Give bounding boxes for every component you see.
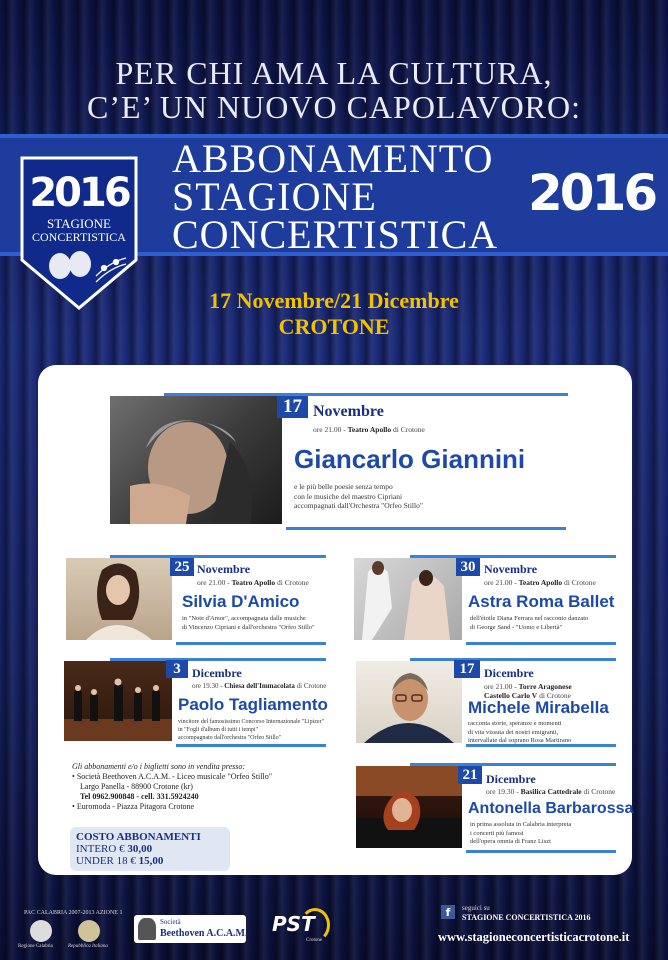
cost-under18-label: UNDER 18 € [76,855,136,867]
cost-full [76,843,224,855]
event-6-rule-bottom [466,850,616,853]
sales-phone-text: Tel 0962.900848 - cell. 331.5924240 [80,792,199,801]
event-5-venue: ore 21.00 - Torre Aragonese Castello Carlo V di Crotone [484,682,572,700]
photo-astra-roma-ballet [354,558,462,640]
event-3-venue-name: Teatro Apollo [518,578,563,587]
society-logo [134,915,246,943]
banner-title-line-1: ABBONAMENTO [172,136,494,181]
photo-silvia-damico [66,558,172,640]
event-4-rule-bottom [176,744,326,747]
event-3-desc-line: di George Sand - "Uomo e Libertà" [470,623,563,631]
sales-line-4: • Euromoda - Piazza Pitagora Crotone [72,802,195,811]
event-3-rule [410,555,616,558]
footer-program: PAC CALABRIA 2007-2013 AZIONE 1 [24,910,123,916]
event-3-rule-bottom [466,642,616,645]
banner-title-line-3: CONCERTISTICA [172,212,499,257]
follow-name[interactable]: STAGIONE CONCERTISTICA 2016 [462,913,591,922]
event-4-performer: Paolo Tagliamento [178,695,328,714]
event-3-venue: ore 21.00 - Teatro Apollo di Crotone [484,578,596,587]
badge-line-1: STAGIONE [47,216,111,231]
event-1-performer: Giancarlo Giannini [294,444,526,474]
event-1-month: Novembre [313,403,384,420]
costs-title: COSTO ABBONAMENTI [76,831,201,843]
pst-swoosh-icon [300,908,330,942]
event-6-month: Dicembre [486,772,536,786]
event-6-performer: Antonella Barbarossa [468,800,634,817]
event-4-desc-line: accompagnato dall'orchestra "Orfeo Stillo" [178,735,282,741]
event-3-day: 30 [456,558,480,576]
event-1-venue: ore 21.00 - Teatro Apollo di Crotone [313,425,425,434]
event-3-time: ore 21.00 [484,578,513,587]
event-5-venue-name: Torre Aragonese [518,682,572,691]
event-3-desc-line: dell'étoile Diana Ferrara nel racconto danzato [470,615,589,622]
event-1-rule-bottom [286,527,566,530]
event-1-desc-line: accompagnati dall'Orchestra "Orfeo Stillo" [294,501,423,510]
region-label: Regione Calabria [18,944,53,949]
event-4-venue: ore 19.30 - Chiesa dell'Immacolata di Crotone [192,682,327,690]
event-6-desc-line: i concerti più famosi [470,829,524,837]
badge-line-2: CONCERTISTICA [32,230,126,244]
event-2-performer: Silvia D'Amico [182,592,300,611]
pst-logo [270,906,330,946]
sales-line-2 [72,782,272,792]
event-2-day: 25 [170,558,194,576]
photo-paolo-tagliamento [64,661,172,741]
cost-under18-price: 15,00 [138,855,164,867]
event-6-desc-line: dell'opera omnia di Franz Liszt [470,838,551,845]
event-6-description [470,821,571,847]
event-6-time: ore 19.30 [486,787,515,796]
event-4-day: 3 [166,660,188,678]
event-5-description [468,720,571,746]
season-badge [20,156,138,310]
society-name: Beethoven A.C.A.M. [160,928,248,939]
event-3-venue-city: di Crotone [564,578,596,587]
cost-full-label: INTERO € [76,843,125,855]
event-2-desc-line: di Vincenzo Cipriani e dall'orchestra "Orfeo Stillo" [182,623,315,631]
facebook-icon[interactable]: f [441,905,455,919]
event-5-month: Dicembre [484,666,534,680]
tagline-line-1: PER CHI AMA LA CULTURA, [115,55,553,91]
society-small-label: Società [160,918,181,926]
website-link[interactable]: www.stagioneconcertisticacrotone.it [438,930,630,944]
republic-label: Repubblica Italiana [68,944,108,949]
tagline-line-2: C’E’ UN NUOVO CAPOLAVORO: [86,89,582,125]
photo-antonella-barbarossa [356,766,462,848]
city: CROTONE [278,314,390,339]
banner-year: 2016 [528,164,656,222]
event-1-description [294,482,423,511]
event-4-month: Dicembre [192,666,242,680]
sales-line-1: • Società Beethoven A.C.A.M. - Liceo musicale "Orfeo Stillo" [72,772,272,781]
event-2-desc-line: in "Note d'Amor", accompagnata dalle musiche [182,615,306,622]
subscription-costs [70,827,230,871]
event-2-description [182,615,315,632]
banner-title-line-2: STAGIONE [172,174,377,219]
region-logo [30,920,52,942]
event-6-venue-name: Basilica Cattedrale [520,787,582,796]
event-5-venue-city: di Crotone [539,691,571,700]
republic-emblem-icon [78,920,100,942]
event-5-time: ore 21.00 [484,682,513,691]
beethoven-icon [138,918,156,940]
event-5-performer: Michele Mirabella [468,698,609,717]
event-5-venue-line-2: Castello Carlo V [484,691,538,700]
event-4-time: ore 19.30 [192,682,219,690]
date-range: 17 Novembre/21 Dicembre [209,288,459,313]
event-2-time: ore 21.00 [197,578,226,587]
event-5-rule [410,658,616,661]
event-3-description [470,615,588,632]
badge-year: 2016 [29,170,129,216]
sales-line-1-text: Società Beethoven A.C.A.M. - Liceo musicale "Orfeo Stillo" [76,772,272,781]
event-2-venue-city: di Crotone [277,578,309,587]
event-6-desc-line: in prima assoluta in Calabria interpreta [470,821,572,828]
event-2-venue: ore 21.00 - Teatro Apollo di Crotone [197,578,309,587]
event-1-time: ore 21.00 [313,425,342,434]
event-1-day: 17 [277,396,308,418]
event-4-desc-line: in "Fogli d'album di tutti i tempi" [178,727,258,733]
sales-line-2-text: Largo Panella - 88900 Crotone (kr) [80,782,193,791]
event-5-desc-line: intervallate dal soprano Rosa Martirano [468,737,572,744]
event-1-rule [164,393,568,396]
pst-sublabel: Crotone [306,938,323,943]
event-5-desc-line: di vita vissuta dei nostri emigranti, [468,728,559,736]
event-2-rule [110,555,326,558]
photo-giancarlo-giannini [110,396,282,524]
cost-under18 [76,855,224,867]
event-6-venue: ore 19.30 - Basilica Cattedrale di Crotone [486,787,616,796]
event-6-day: 21 [458,766,482,784]
banner-title [172,136,499,257]
follow-label: seguici su [462,904,490,912]
event-4-rule [110,658,326,661]
event-4-description [178,718,324,742]
event-1-venue-city: di Crotone [393,425,425,434]
event-5-day: 17 [454,660,480,678]
event-6-rule [410,763,616,766]
event-2-month: Novembre [197,562,251,576]
event-3-month: Novembre [484,562,538,576]
event-1-desc-line: e le più belle poesie senza tempo [294,482,393,491]
sales-info [72,762,272,812]
photo-michele-mirabella [356,661,462,743]
event-5-desc-line: racconta storie, speranze e momenti [468,720,562,727]
event-4-venue-name: Chiesa dell'Immacolata [224,682,295,690]
event-4-desc-line: vincitore del famosissimo Concorso Internazionale "Lipizer" [178,719,325,725]
sales-line-4-text: Euromoda - Piazza Pitagora Crotone [76,802,195,811]
event-2-rule-bottom [176,642,326,645]
sales-heading: Gli abbonamenti e/o i biglietti sono in vendita presso: [72,762,246,771]
event-1-desc-line: con le musiche del maestro Cipriani [294,491,403,501]
event-4-venue-city: di Crotone [296,682,327,690]
event-3-performer: Astra Roma Ballet [468,592,615,611]
pst-label: PST [272,912,315,936]
cost-full-price: 30,00 [127,843,153,855]
event-2-venue-name: Teatro Apollo [231,578,276,587]
sales-phone [72,792,272,802]
event-1-venue-name: Teatro Apollo [347,425,392,434]
event-6-venue-city: di Crotone [583,787,616,796]
